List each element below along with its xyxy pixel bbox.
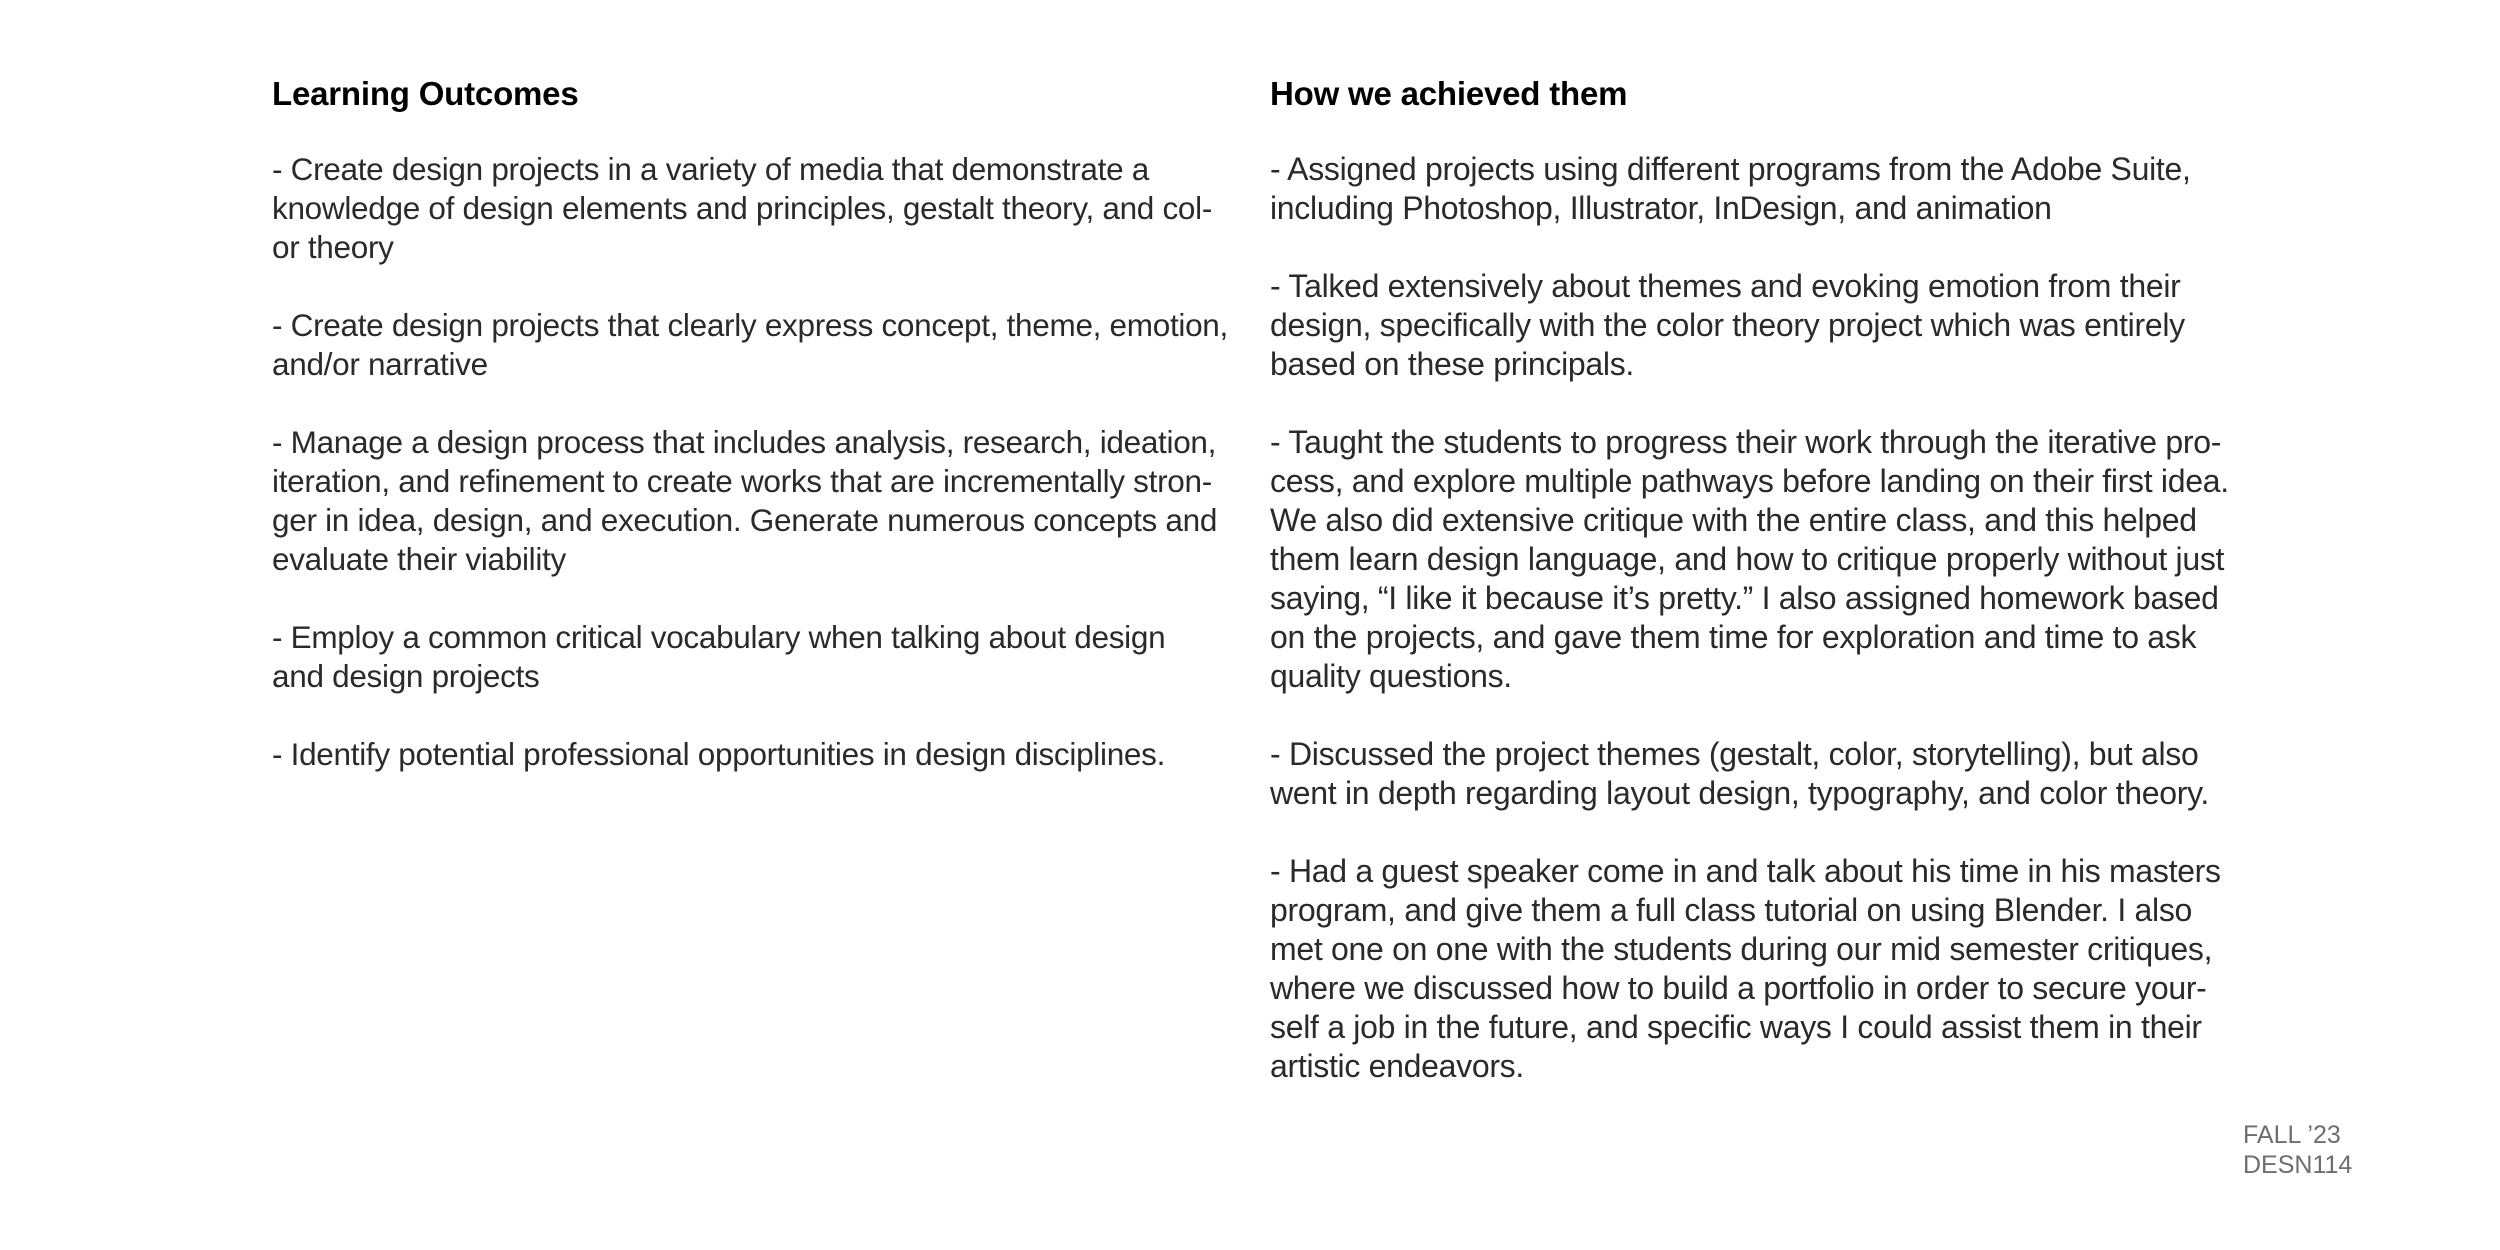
outcome-item: - Manage a design process that includes analysis, research, ideation, iteration, and refinement to create works that are incrementally stron- ger in idea, design, and execution. Generate numerous concepts and evaluate their viability: [272, 424, 1218, 577]
achievements-column: [1270, 74, 2260, 1125]
learning-outcomes-heading: Learning Outcomes: [272, 75, 579, 112]
achievements-heading: How we achieved them: [1270, 75, 1628, 112]
achievement-item: - Taught the students to progress their work through the iterative pro- cess, and explore multiple pathways before landing on their first idea. We also did extensive critique with the entire class, and this helped them learn design language, and how to critique properly without just saying, “I like it because it’s pretty.” I also assigned homework based on the projects, and gave them time for exploration and time to ask quality questions.: [1270, 424, 2229, 694]
outcome-item: - Identify potential professional opportunities in design disciplines.: [272, 736, 1166, 772]
achievement-item: - Discussed the project themes (gestalt, color, storytelling), but also went in depth regarding layout design, typography, and color theory.: [1270, 736, 2210, 811]
achievement-item: - Assigned projects using different programs from the Adobe Suite, including Photoshop, Illustrator, InDesign, and animation: [1270, 151, 2191, 226]
course-code-label: DESN114: [2243, 1151, 2353, 1179]
outcome-item: - Create design projects in a variety of media that demonstrate a knowledge of design elements and principles, gestalt theory, and col- or theory: [272, 151, 1213, 265]
outcome-item: - Create design projects that clearly express concept, theme, emotion, and/or narrative: [272, 307, 1228, 382]
achievement-item: - Talked extensively about themes and evoking emotion from their design, specifically with the color theory project which was entirely based on these principals.: [1270, 268, 2185, 382]
outcome-item: - Employ a common critical vocabulary when talking about design and design projects: [272, 619, 1166, 694]
term-label: FALL ’23: [2243, 1121, 2341, 1149]
achievement-item: - Had a guest speaker come in and talk about his time in his masters program, and give them a full class tutorial on using Blender. I also met one on one with the students during our mid semester critiques, where we discussed how to build a portfolio in order to secure your- self a job in the future, and specific ways I could assist them in their artistic endeavors.: [1270, 853, 2221, 1084]
achievements-list: [1270, 150, 2260, 1086]
course-footer: [2243, 1120, 2352, 1180]
learning-outcomes-list: [272, 150, 1262, 774]
learning-outcomes-column: [272, 74, 1262, 813]
